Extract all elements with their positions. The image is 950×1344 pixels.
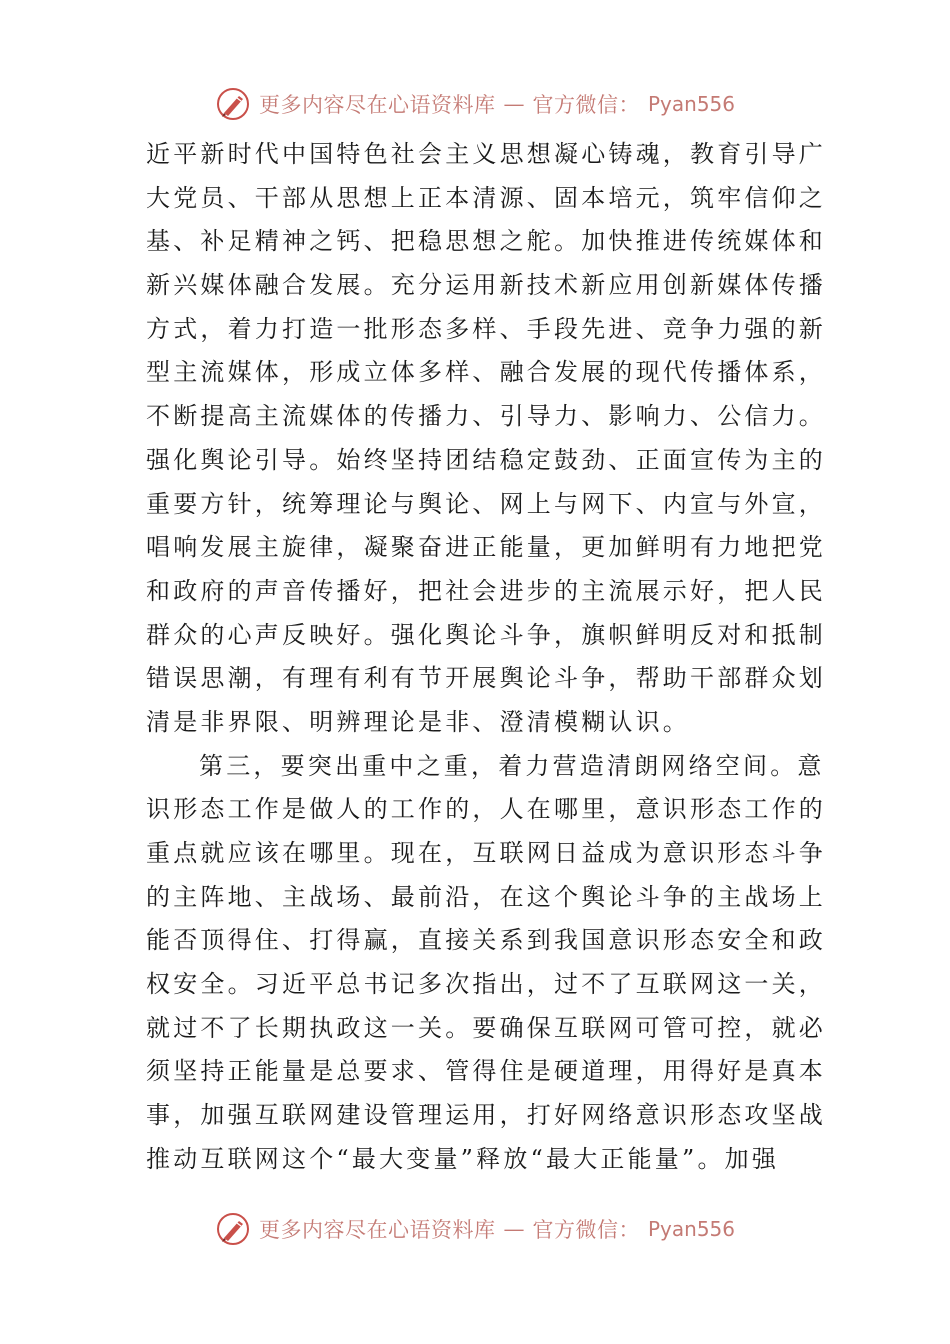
text-line: 就过不了长期执政这一关。要确保互联网可管可控，就必 <box>146 1013 826 1042</box>
watermark-separator: — <box>503 1217 525 1241</box>
footer-watermark <box>0 1207 950 1251</box>
text-line: 须坚持正能量是总要求、管得住是硬道理，用得好是真本 <box>146 1057 826 1086</box>
watermark-separator: — <box>503 92 525 116</box>
text-line: 重点就应该在哪里。现在，互联网日益成为意识形态斗争 <box>146 839 826 867</box>
text-line: 错误思潮，有理有利有节开展舆论斗争，帮助干部群众划 <box>146 664 826 693</box>
document-body <box>146 133 826 1182</box>
text-line: 型主流媒体，形成立体多样、融合发展的现代传播体系， <box>146 358 826 387</box>
text-line: 新兴媒体融合发展。充分运用新技术新应用创新媒体传播 <box>146 271 826 300</box>
text-line: 事，加强互联网建设管理运用，打好网络意识形态攻坚战 <box>146 1101 826 1130</box>
text-line: 推动互联网这个“最大变量”释放“最大正能量”。加强 <box>146 1144 780 1173</box>
text-line: 大党员、干部从思想上正本清源、固本培元，筑牢信仰之 <box>146 183 826 212</box>
text-line: 不断提高主流媒体的传播力、引导力、影响力、公信力。 <box>146 402 826 431</box>
text-line: 清是非界限、明辨理论是非、澄清模糊认识。 <box>146 707 690 736</box>
watermark-label: 官方微信： <box>532 93 640 117</box>
watermark-text: 更多内容尽在心语资料库 <box>258 1218 496 1242</box>
text-line: 权安全。习近平总书记多次指出，过不了互联网这一关， <box>146 970 826 999</box>
pen-logo-icon <box>215 1211 251 1247</box>
text-line: 近平新时代中国特色社会主义思想凝心铸魂，教育引导广 <box>146 140 826 168</box>
text-line: 唱响发展主旋律，凝聚奋进正能量，更加鲜明有力地把党 <box>146 533 826 562</box>
watermark-handle: Pyan556 <box>647 92 735 116</box>
watermark-text: 更多内容尽在心语资料库 <box>258 93 496 117</box>
text-line: 群众的心声反映好。强化舆论斗争，旗帜鲜明反对和抵制 <box>146 620 826 649</box>
text-line: 能否顶得住、打得赢，直接关系到我国意识形态安全和政 <box>146 926 826 955</box>
text-line: 识形态工作是做人的工作的，人在哪里，意识形态工作的 <box>146 795 826 824</box>
watermark-handle: Pyan556 <box>647 1217 735 1241</box>
paragraph-start-line: 第三，要突出重中之重，着力营造清朗网络空间。意 <box>199 751 825 780</box>
text-line: 重要方针，统筹理论与舆论、网上与网下、内宣与外宣， <box>146 489 826 518</box>
text-line: 方式，着力打造一批形态多样、手段先进、竞争力强的新 <box>146 314 826 343</box>
text-line: 的主阵地、主战场、最前沿，在这个舆论斗争的主战场上 <box>146 882 826 911</box>
header-watermark <box>0 82 950 126</box>
watermark-label: 官方微信： <box>532 1218 640 1242</box>
text-line: 强化舆论引导。始终坚持团结稳定鼓劲、正面宣传为主的 <box>146 445 826 474</box>
text-line: 和政府的声音传播好，把社会进步的主流展示好，把人民 <box>146 576 826 605</box>
pen-logo-icon <box>215 86 251 122</box>
text-line: 基、补足精神之钙、把稳思想之舵。加快推进传统媒体和 <box>146 227 826 256</box>
